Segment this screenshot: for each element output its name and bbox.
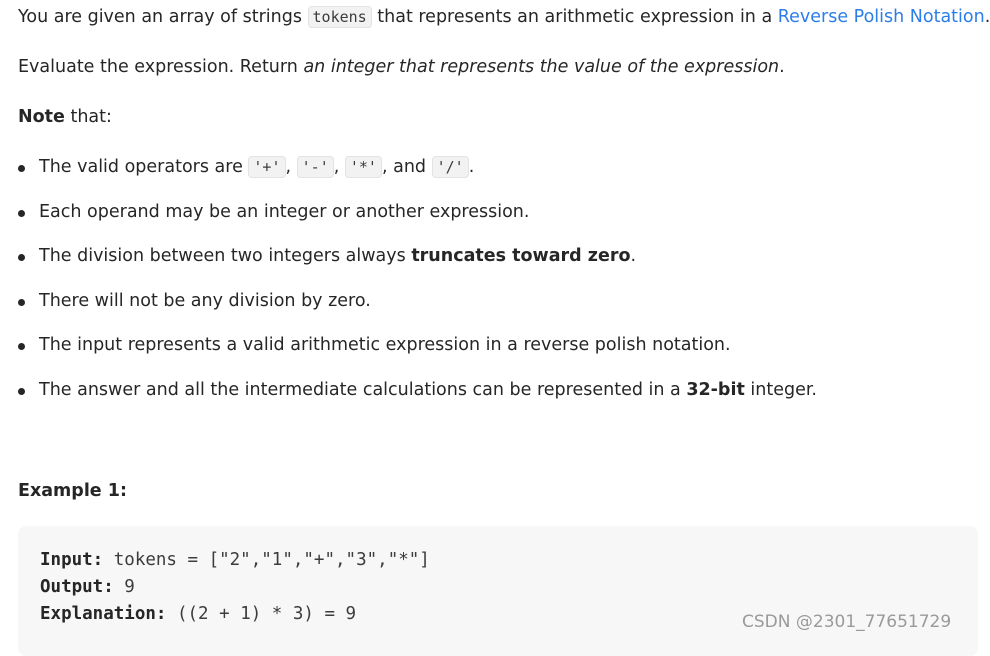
separator: , and (381, 157, 432, 177)
note-rest: that: (64, 107, 112, 127)
intro-text-1: You are given an array of strings (18, 7, 308, 27)
bullet-text: The valid operators are (39, 157, 249, 177)
list-item (18, 200, 529, 224)
bullet-icon (18, 165, 25, 172)
tokens-code: tokens (308, 6, 372, 28)
example-explanation-line (40, 602, 356, 626)
bullet-text: There will not be any division by zero. (39, 291, 371, 311)
separator: , (333, 157, 345, 177)
bullet-icon (18, 343, 25, 350)
example-output-line (40, 575, 135, 599)
evaluate-paragraph (18, 55, 785, 79)
list-item (18, 244, 636, 268)
example-code-block (18, 526, 978, 656)
list-item (18, 155, 474, 179)
bullet-bold: 32-bit (686, 380, 745, 400)
evaluate-text-2: . (779, 57, 785, 77)
bullet-bold: truncates toward zero (411, 246, 631, 266)
bullet-text: The input represents a valid arithmetic expression in a reverse polish notation. (39, 335, 731, 355)
evaluate-italic: an integer that represents the value of the expression (303, 57, 780, 77)
operator-divide-code: '/' (432, 156, 469, 178)
operator-multiply-code: '*' (345, 156, 382, 178)
example-input-line (40, 548, 430, 572)
bullet-icon (18, 210, 25, 217)
bullet-end: . (630, 246, 637, 266)
csdn-watermark: CSDN @2301_77651729 (742, 612, 952, 632)
explanation-value: ((2 + 1) * 3) = 9 (166, 604, 357, 624)
list-item (18, 378, 817, 402)
note-paragraph (18, 105, 112, 129)
operator-plus-code: '+' (248, 156, 285, 178)
separator: , (285, 157, 297, 177)
list-item (18, 289, 371, 313)
intro-paragraph (18, 5, 990, 29)
bullet-text: The division between two integers always (39, 246, 412, 266)
bullet-text: The answer and all the intermediate calculations can be represented in a (39, 380, 687, 400)
list-item (18, 333, 731, 357)
output-value: 9 (113, 577, 135, 597)
evaluate-text-1: Evaluate the expression. Return (18, 57, 304, 77)
bullet-end: integer. (744, 380, 817, 400)
input-label: Input: (40, 550, 104, 570)
reverse-polish-notation-link[interactable]: Reverse Polish Notation (777, 7, 985, 27)
output-label: Output: (40, 577, 114, 597)
bullet-end: . (468, 157, 475, 177)
intro-text-2: that represents an arithmetic expression in a (371, 7, 778, 27)
example-title: Example 1: (18, 481, 127, 501)
input-value: tokens = ["2","1","+","3","*"] (103, 550, 430, 570)
bullet-icon (18, 388, 25, 395)
operator-minus-code: '-' (297, 156, 334, 178)
bullet-text: Each operand may be an integer or another expression. (39, 202, 530, 222)
bullet-icon (18, 299, 25, 306)
bullet-icon (18, 254, 25, 261)
note-bold: Note (18, 107, 65, 127)
explanation-label: Explanation: (40, 604, 167, 624)
intro-text-3: . (984, 7, 990, 27)
